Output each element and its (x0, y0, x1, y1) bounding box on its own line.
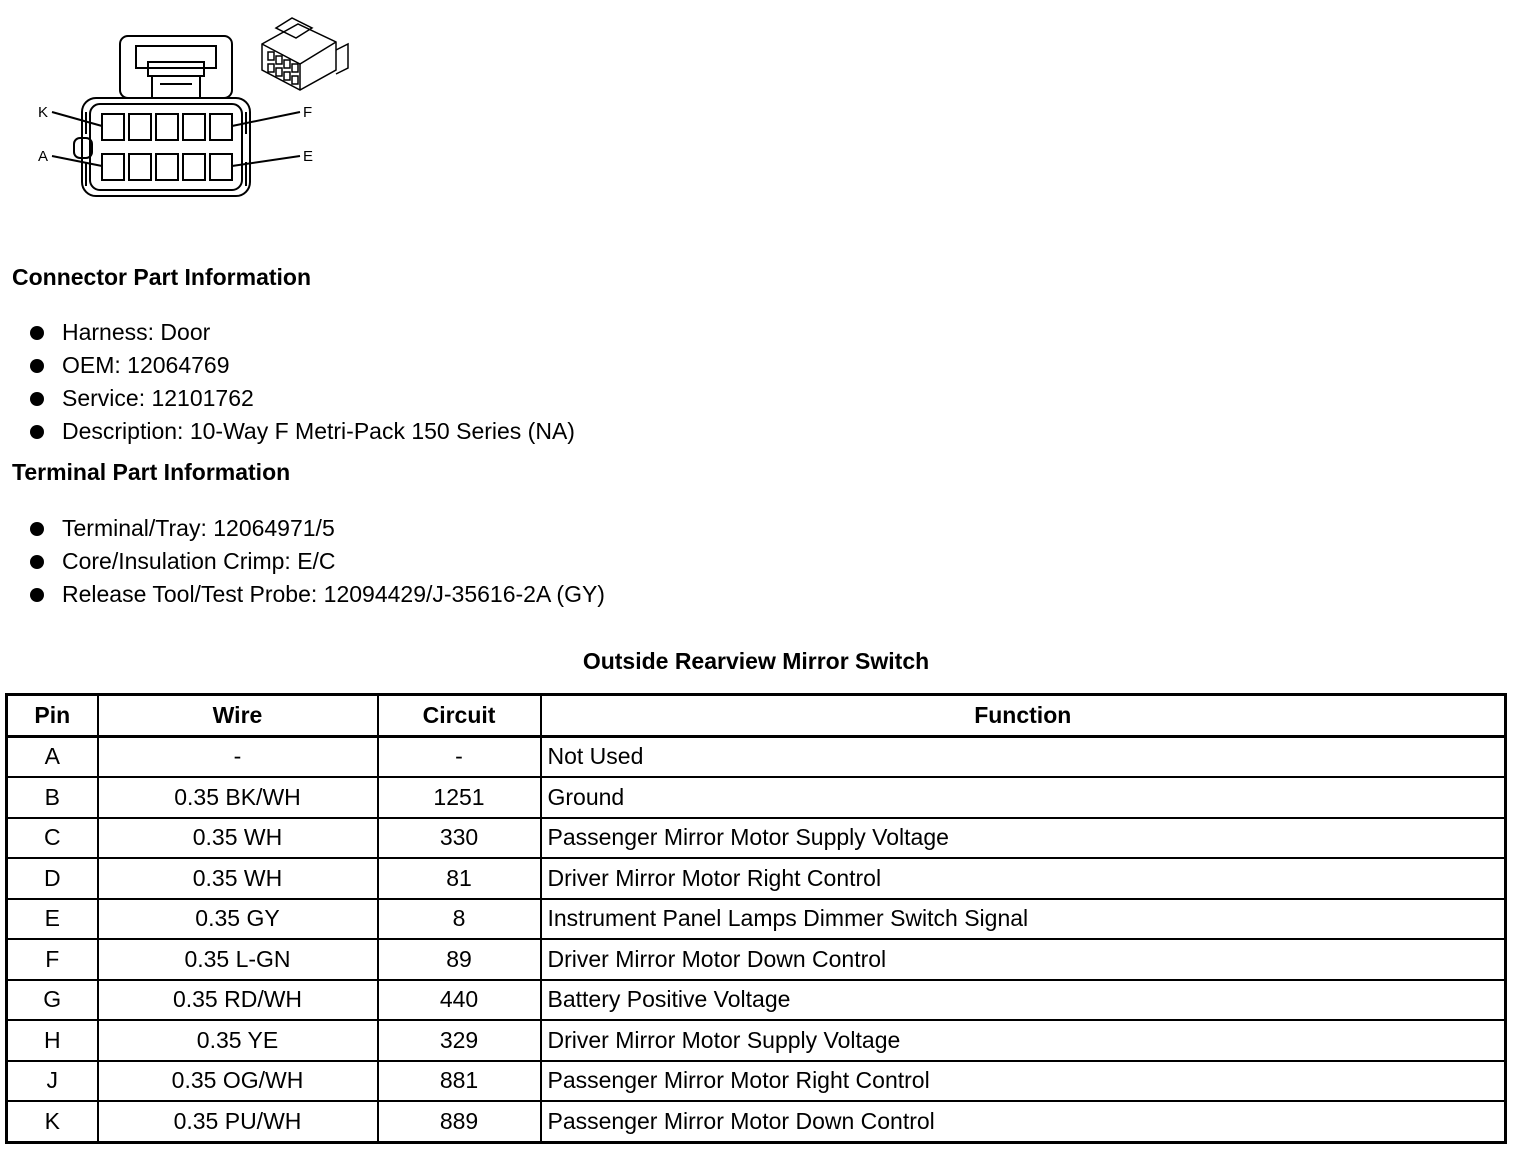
table-row (7, 1101, 1506, 1142)
cell-circuit: 8 (378, 899, 541, 940)
table-row (7, 777, 1506, 818)
cell-wire: 0.35 OG/WH (98, 1061, 378, 1102)
connector-inner (90, 104, 242, 190)
table-row (7, 736, 1506, 777)
cell-circuit: - (378, 736, 541, 777)
list-item: Core/Insulation Crimp: E/C (28, 545, 605, 578)
cell-function: Not Used (541, 736, 1506, 777)
header-wire: Wire (98, 695, 378, 737)
pin-label-e: E (303, 148, 314, 165)
list-item: Service: 12101762 (28, 382, 575, 415)
connector-part-list (28, 316, 575, 448)
table-header-row (7, 695, 1506, 737)
table-row (7, 939, 1506, 980)
table-row (7, 1061, 1506, 1102)
list-item: Harness: Door (28, 316, 575, 349)
cavity-row-top (102, 114, 232, 140)
cell-pin: E (7, 899, 98, 940)
table-row (7, 858, 1506, 899)
table-row (7, 1020, 1506, 1061)
table-title: Outside Rearview Mirror Switch (582, 648, 930, 674)
cell-pin: G (7, 980, 98, 1021)
cell-circuit: 440 (378, 980, 541, 1021)
cell-circuit: 81 (378, 858, 541, 899)
cell-wire: 0.35 WH (98, 858, 378, 899)
leader-k (52, 112, 102, 126)
pin-label-k: K (38, 104, 49, 121)
cell-pin: H (7, 1020, 98, 1061)
connector-body (82, 98, 250, 196)
cell-circuit: 1251 (378, 777, 541, 818)
header-pin: Pin (7, 695, 98, 737)
list-item: Terminal/Tray: 12064971/5 (28, 512, 605, 545)
cell-wire: 0.35 YE (98, 1020, 378, 1061)
cell-pin: A (7, 736, 98, 777)
cell-pin: J (7, 1061, 98, 1102)
cell-circuit: 889 (378, 1101, 541, 1142)
table-row (7, 818, 1506, 859)
table-row (7, 899, 1506, 940)
cell-wire: - (98, 736, 378, 777)
connector-isometric-icon (262, 18, 348, 90)
cell-wire: 0.35 RD/WH (98, 980, 378, 1021)
table-row (7, 980, 1506, 1021)
cavity-row-bottom (102, 154, 232, 180)
connector-diagram (0, 0, 380, 215)
cell-pin: C (7, 818, 98, 859)
cell-circuit: 881 (378, 1061, 541, 1102)
terminal-part-title: Terminal Part Information (12, 459, 291, 485)
cell-function: Passenger Mirror Motor Down Control (541, 1101, 1506, 1142)
cell-pin: D (7, 858, 98, 899)
pin-label-f: F (303, 104, 313, 121)
cell-pin: F (7, 939, 98, 980)
cell-function: Driver Mirror Motor Down Control (541, 939, 1506, 980)
pin-label-a: A (38, 148, 49, 165)
cell-function: Instrument Panel Lamps Dimmer Switch Signal (541, 899, 1506, 940)
cell-function: Driver Mirror Motor Supply Voltage (541, 1020, 1506, 1061)
cell-wire: 0.35 PU/WH (98, 1101, 378, 1142)
cell-pin: B (7, 777, 98, 818)
header-function: Function (541, 695, 1506, 737)
cell-wire: 0.35 L-GN (98, 939, 378, 980)
cell-circuit: 330 (378, 818, 541, 859)
header-circuit: Circuit (378, 695, 541, 737)
list-item: Description: 10-Way F Metri-Pack 150 Series (NA) (28, 415, 575, 448)
list-item: OEM: 12064769 (28, 349, 575, 382)
cell-function: Battery Positive Voltage (541, 980, 1506, 1021)
cell-function: Ground (541, 777, 1506, 818)
cell-circuit: 89 (378, 939, 541, 980)
list-item: Release Tool/Test Probe: 12094429/J-35616-2A (GY) (28, 578, 605, 611)
cell-pin: K (7, 1101, 98, 1142)
connector-part-title: Connector Part Information (12, 264, 312, 290)
cell-circuit: 329 (378, 1020, 541, 1061)
cell-function: Passenger Mirror Motor Right Control (541, 1061, 1506, 1102)
cell-function: Driver Mirror Motor Right Control (541, 858, 1506, 899)
terminal-part-list (28, 512, 605, 611)
cell-wire: 0.35 WH (98, 818, 378, 859)
cell-wire: 0.35 BK/WH (98, 777, 378, 818)
cell-function: Passenger Mirror Motor Supply Voltage (541, 818, 1506, 859)
pinout-table (5, 693, 1507, 1144)
cell-wire: 0.35 GY (98, 899, 378, 940)
